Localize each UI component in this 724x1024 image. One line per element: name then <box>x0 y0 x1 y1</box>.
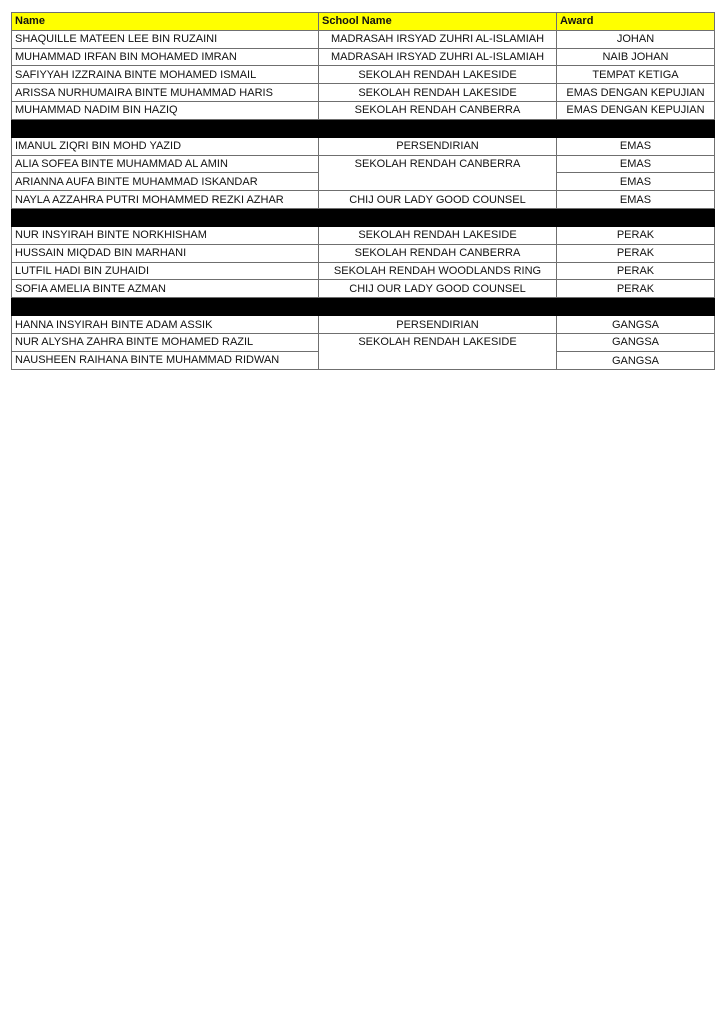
cell-award: PERAK <box>557 226 715 244</box>
cell-award: PERAK <box>557 244 715 262</box>
cell-school: SEKOLAH RENDAH LAKESIDE <box>319 226 557 244</box>
cell-award: PERAK <box>557 280 715 298</box>
cell-school: CHIJ OUR LADY GOOD COUNSEL <box>319 191 557 209</box>
cell-name: ALIA SOFEA BINTE MUHAMMAD AL AMIN <box>12 155 319 173</box>
cell-name: LUTFIL HADI BIN ZUHAIDI <box>12 262 319 280</box>
cell-award: NAIB JOHAN <box>557 48 715 66</box>
cell-school: SEKOLAH RENDAH WOODLANDS RING <box>319 262 557 280</box>
cell-award: GANGSA <box>557 351 715 369</box>
cell-name: HANNA INSYIRAH BINTE ADAM ASSIK <box>12 316 319 334</box>
cell-name: NUR INSYIRAH BINTE NORKHISHAM <box>12 226 319 244</box>
table-row <box>12 316 715 334</box>
table-row <box>12 101 715 119</box>
cell-school-merged: SEKOLAH RENDAH LAKESIDE <box>319 333 557 369</box>
cell-award: GANGSA <box>557 333 715 351</box>
cell-award: EMAS DENGAN KEPUJIAN <box>557 84 715 102</box>
cell-award: EMAS DENGAN KEPUJIAN <box>557 101 715 119</box>
cell-school: CHIJ OUR LADY GOOD COUNSEL <box>319 280 557 298</box>
cell-name: MUHAMMAD IRFAN BIN MOHAMED IMRAN <box>12 48 319 66</box>
cell-name: NUR ALYSHA ZAHRA BINTE MOHAMED RAZIL <box>12 333 319 351</box>
group-separator <box>12 298 715 316</box>
table-row <box>12 226 715 244</box>
table-row <box>12 66 715 84</box>
table-row <box>12 262 715 280</box>
cell-award: EMAS <box>557 137 715 155</box>
group-separator <box>12 208 715 226</box>
cell-name: IMANUL ZIQRI BIN MOHD YAZID <box>12 137 319 155</box>
cell-school: MADRASAH IRSYAD ZUHRI AL-ISLAMIAH <box>319 48 557 66</box>
cell-name: HUSSAIN MIQDAD BIN MARHANI <box>12 244 319 262</box>
table-row <box>12 84 715 102</box>
column-header-name: Name <box>12 13 319 31</box>
cell-school: SEKOLAH RENDAH LAKESIDE <box>319 84 557 102</box>
cell-name: SHAQUILLE MATEEN LEE BIN RUZAINI <box>12 30 319 48</box>
table-row <box>12 48 715 66</box>
cell-award: JOHAN <box>557 30 715 48</box>
cell-award: EMAS <box>557 191 715 209</box>
table-row <box>12 137 715 155</box>
cell-name: ARIANNA AUFA BINTE MUHAMMAD ISKANDAR <box>12 173 319 191</box>
cell-school: SEKOLAH RENDAH LAKESIDE <box>319 66 557 84</box>
cell-award: EMAS <box>557 173 715 191</box>
table-row <box>12 155 715 173</box>
cell-name: SAFIYYAH IZZRAINA BINTE MOHAMED ISMAIL <box>12 66 319 84</box>
group-separator <box>12 119 715 137</box>
cell-award: PERAK <box>557 262 715 280</box>
cell-award: EMAS <box>557 155 715 173</box>
column-header-school: School Name <box>319 13 557 31</box>
table-row <box>12 280 715 298</box>
cell-name: SOFIA AMELIA BINTE AZMAN <box>12 280 319 298</box>
cell-school: PERSENDIRIAN <box>319 137 557 155</box>
cell-school-merged: SEKOLAH RENDAH CANBERRA <box>319 155 557 191</box>
table-row <box>12 244 715 262</box>
cell-school: MADRASAH IRSYAD ZUHRI AL-ISLAMIAH <box>319 30 557 48</box>
cell-name: NAYLA AZZAHRA PUTRI MOHAMMED REZKI AZHAR <box>12 191 319 209</box>
results-table <box>11 12 715 370</box>
separator-bar <box>12 298 715 316</box>
cell-award: TEMPAT KETIGA <box>557 66 715 84</box>
table-row <box>12 333 715 351</box>
table-row <box>12 30 715 48</box>
separator-bar <box>12 119 715 137</box>
cell-school: SEKOLAH RENDAH CANBERRA <box>319 244 557 262</box>
cell-award: GANGSA <box>557 316 715 334</box>
cell-school: SEKOLAH RENDAH CANBERRA <box>319 101 557 119</box>
cell-name: MUHAMMAD NADIM BIN HAZIQ <box>12 101 319 119</box>
cell-name: NAUSHEEN RAIHANA BINTE MUHAMMAD RIDWAN <box>12 351 319 369</box>
header-row <box>12 13 715 31</box>
table-row <box>12 191 715 209</box>
column-header-award: Award <box>557 13 715 31</box>
cell-school: PERSENDIRIAN <box>319 316 557 334</box>
separator-bar <box>12 208 715 226</box>
cell-name: ARISSA NURHUMAIRA BINTE MUHAMMAD HARIS <box>12 84 319 102</box>
